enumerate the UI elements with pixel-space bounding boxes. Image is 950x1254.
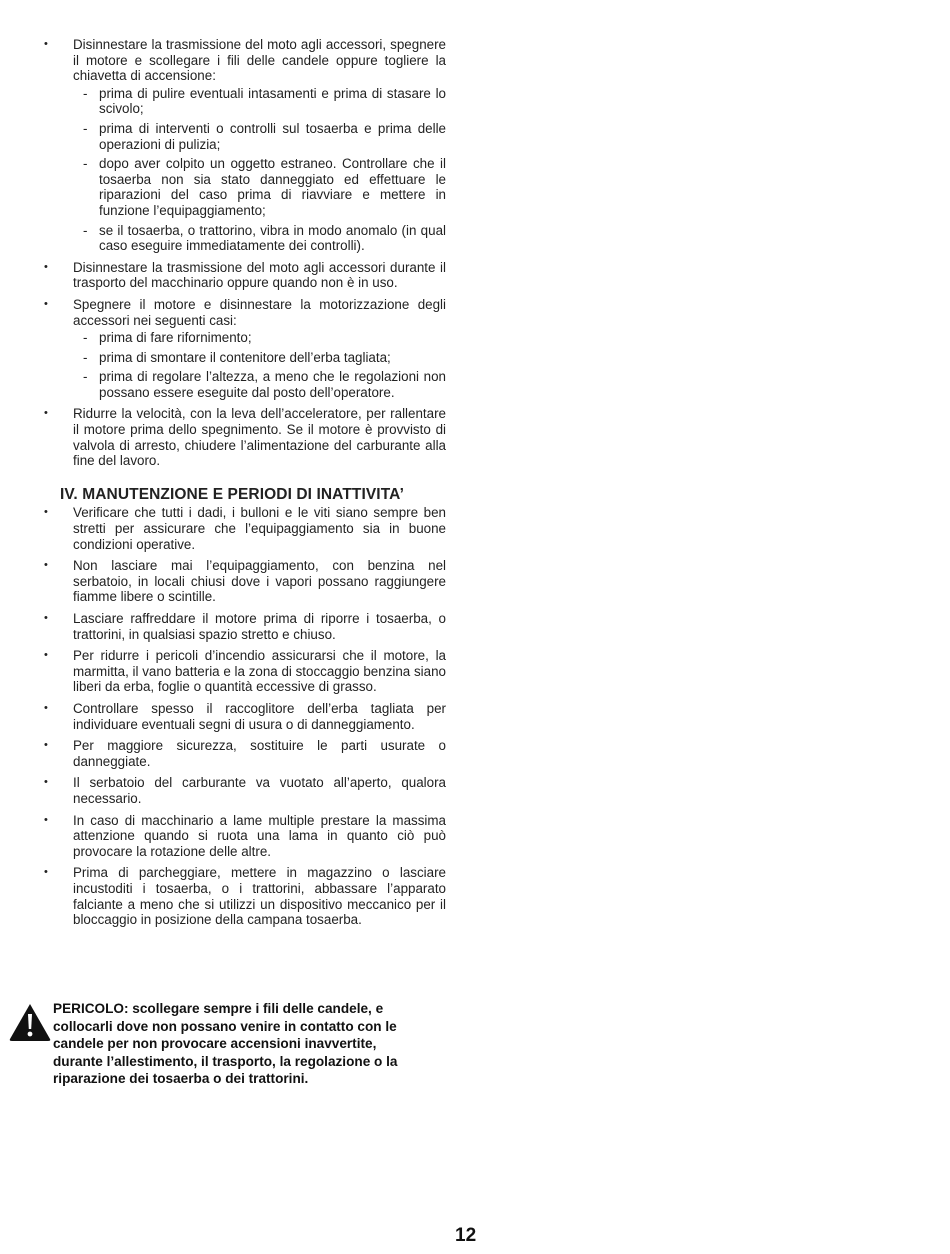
sub-list-item: - prima di fare rifornimento;	[73, 330, 446, 346]
bullet-text: Spegnere il motore e disinnestare la motorizzazione degli accessori nei seguenti casi:	[73, 296, 446, 328]
list-item: • Per maggiore sicurezza, sostituire le parti usurate o danneggiate.	[44, 738, 446, 769]
list-item	[44, 37, 446, 254]
list-item: • Ridurre la velocità, con la leva dell’acceleratore, per rallentare il motore prima dello spegnimento. Se il motore è provvisto di valvola di arresto, chiudere l’alimentazione del carburante alla fine del lavoro.	[44, 406, 446, 468]
sub-list	[73, 330, 446, 400]
list-item: • Il serbatoio del carburante va vuotato all’aperto, qualora necessario.	[44, 775, 446, 806]
page-number: 12	[455, 1225, 477, 1246]
sub-list-item: - prima di smontare il contenitore dell’erba tagliata;	[73, 350, 446, 366]
sub-list-item: - prima di pulire eventuali intasamenti e prima di stasare lo scivolo;	[73, 86, 446, 117]
danger-text: PERICOLO: scollegare sempre i fili delle candele, e collocarli dove non possano venire in contatto con le candele per non provocare accensioni inavvertite, durante l’allestimento, il trasporto, la regolazione o la riparazione dei tosaerba o dei trattorini.	[53, 1001, 398, 1087]
list-item: • Non lasciare mai l’equipaggiamento, con benzina nel serbatoio, in locali chiusi dove i vapori possano raggiungere fiamme libere o scintille.	[44, 558, 446, 605]
list-item: • Verificare che tutti i dadi, i bulloni e le viti siano sempre ben stretti per assicurare che l’equipaggiamento sia in buone condizioni operative.	[44, 505, 446, 552]
bullet-text: Disinnestare la trasmissione del moto agli accessori, spegnere il motore e scollegare i fili delle candele oppure togliere la chiavetta di accensione:	[73, 37, 446, 84]
sub-list-item: - prima di regolare l’altezza, a meno che le regolazioni non possano essere eseguite dal posto dell’operatore.	[73, 369, 446, 400]
sub-list-item: - prima di interventi o controlli sul tosaerba e prima delle operazioni di pulizia;	[73, 121, 446, 152]
danger-notice	[8, 1000, 428, 1088]
warning-triangle-icon	[8, 1002, 52, 1042]
list-item: • Disinnestare la trasmissione del moto agli accessori durante il trasporto del macchinario oppure quando non è in uso.	[44, 260, 446, 291]
list-item: • Lasciare raffreddare il motore prima di riporre i tosaerba, o trattorini, in qualsiasi spazio stretto e chiuso.	[44, 611, 446, 642]
list-item: • Prima di parcheggiare, mettere in magazzino o lasciare incustoditi i tosaerba, o i trattorini, abbassare l’apparato falciante a meno che si utilizzi un dispositivo meccanico per il bloccaggio in posizione della campana tosaerba.	[44, 865, 446, 927]
top-bullet-list	[44, 37, 446, 469]
list-item: • Controllare spesso il raccoglitore dell’erba tagliata per individuare eventuali segni di usura o di danneggiamento.	[44, 701, 446, 732]
sub-list-item: - dopo aver colpito un oggetto estraneo. Controllare che il tosaerba non sia stato danneggiato ed effettuare le riparazioni del caso prima di riavviare e mettere in funzione l’equipaggiamento;	[73, 156, 446, 218]
list-item: • Per ridurre i pericoli d’incendio assicurarsi che il motore, la marmitta, il vano batteria e la zona di stoccaggio benzina siano liberi da erba, foglie o quantità eccessive di grasso.	[44, 648, 446, 695]
maintenance-bullet-list	[44, 505, 446, 927]
sub-list	[73, 86, 446, 254]
sub-list-item: - se il tosaerba, o trattorino, vibra in modo anomalo (in qual caso eseguire immediatamente dei controlli).	[73, 223, 446, 254]
section-heading: IV. MANUTENZIONE E PERIODI DI INATTIVITA’	[60, 485, 404, 503]
text-column	[44, 37, 446, 934]
list-item: • In caso di macchinario a lame multiple prestare la massima attenzione quando si ruota una lama in quanto ciò può provocare la rotazione delle altre.	[44, 813, 446, 860]
list-item	[44, 297, 446, 401]
